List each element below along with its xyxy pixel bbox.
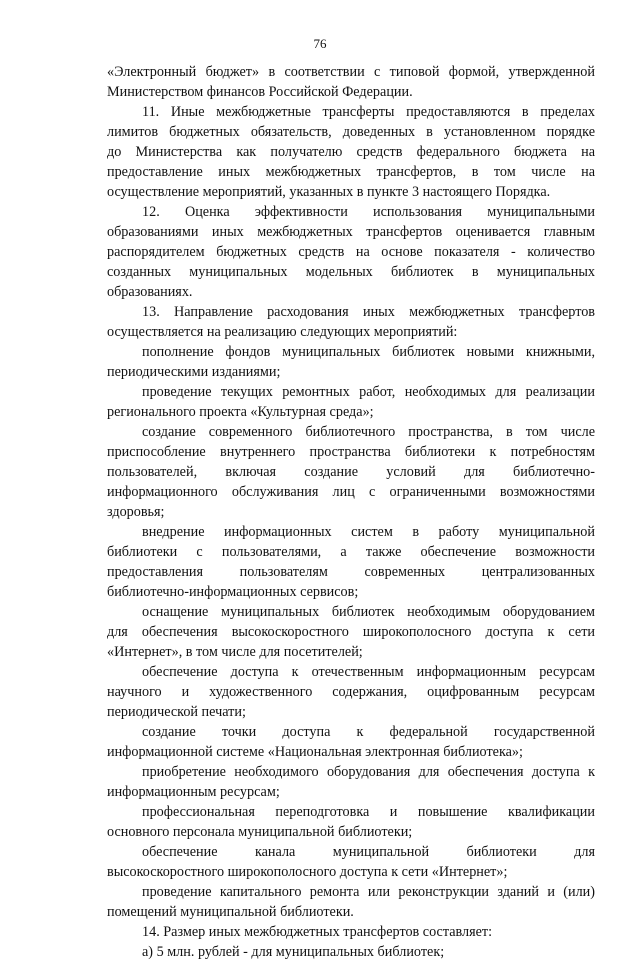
text-line: здоровья;	[107, 504, 165, 520]
text-line: проведение капитального ремонта или реконструкции зданий и (или)	[142, 884, 595, 900]
text-line: основного персонала муниципальной библиотеки;	[107, 824, 413, 840]
text-line: приспособление внутреннего пространства библиотеки к потребностям	[107, 444, 595, 460]
text-line: предоставление иных межбюджетных трансфертов, в том числе на	[107, 164, 595, 180]
paragraph	[107, 882, 595, 922]
paragraph	[107, 382, 595, 422]
paragraph	[107, 342, 595, 382]
text-line: пользователей, включая создание условий для библиотечно-	[107, 464, 595, 480]
paragraph	[107, 802, 595, 842]
text-line: проведение текущих ремонтных работ, необходимых для реализации	[142, 384, 595, 400]
text-line: образованиях.	[107, 284, 193, 300]
text-line: библиотечно-информационных сервисов;	[107, 584, 359, 600]
page-number: 76	[313, 36, 327, 51]
text-line: помещений муниципальной библиотеки.	[107, 904, 354, 920]
text-line: регионального проекта «Культурная среда»;	[107, 404, 374, 420]
paragraph	[107, 62, 595, 102]
text-line: пополнение фондов муниципальных библиотек новыми книжными,	[142, 344, 595, 360]
text-line: периодической печати;	[107, 704, 246, 720]
paragraph	[107, 942, 595, 962]
text-line: научного и художественного содержания, оцифрованным ресурсам	[107, 684, 595, 700]
text-line: периодическими изданиями;	[107, 364, 281, 380]
text-line: обеспечение доступа к отечественным информационным ресурсам	[142, 664, 595, 680]
text-line: информационной системе «Национальная электронная библиотека»;	[107, 744, 523, 760]
paragraph	[107, 202, 595, 302]
paragraph	[107, 102, 595, 202]
text-line: осуществляется на реализацию следующих мероприятий:	[107, 324, 458, 340]
paragraph	[107, 762, 595, 802]
paragraph	[107, 722, 595, 762]
text-line: 11. Иные межбюджетные трансферты предоставляются в пределах	[142, 104, 595, 120]
paragraph	[107, 302, 595, 342]
text-line: внедрение информационных систем в работу муниципальной	[142, 524, 595, 540]
paragraph	[107, 842, 595, 882]
text-line: 14. Размер иных межбюджетных трансфертов составляет:	[142, 924, 493, 940]
text-line: приобретение необходимого оборудования для обеспечения доступа к	[142, 764, 595, 780]
text-line: библиотеки с пользователями, а также обеспечение возможности	[107, 544, 595, 560]
text-line: обеспечение канала муниципальной библиотеки для	[142, 844, 595, 860]
paragraph	[107, 922, 595, 942]
paragraph	[107, 522, 595, 602]
text-line: распорядителем бюджетных средств на основе показателя - количество	[107, 244, 595, 260]
document-body	[107, 62, 595, 962]
text-line: лимитов бюджетных обязательств, доведенных в установленном порядке	[107, 124, 595, 140]
text-line: предоставления пользователям современных централизованных	[107, 564, 595, 580]
text-line: создание современного библиотечного пространства, в том числе	[142, 424, 595, 440]
paragraph	[107, 602, 595, 662]
text-line: Министерством финансов Российской Федерации.	[107, 84, 413, 100]
text-line: создание точки доступа к федеральной государственной	[142, 724, 595, 740]
text-line: оснащение муниципальных библиотек необходимым оборудованием	[142, 604, 595, 620]
text-line: до Министерства как получателю средств федерального бюджета на	[107, 144, 595, 160]
text-line: для обеспечения высокоскоростного широкополосного доступа к сети	[107, 624, 595, 640]
text-line: 12. Оценка эффективности использования муниципальными	[142, 204, 595, 220]
text-line: информационного обслуживания лиц с ограниченными возможностями	[107, 484, 595, 500]
text-line: информационным ресурсам;	[107, 784, 280, 800]
paragraph	[107, 422, 595, 522]
text-line: «Интернет», в том числе для посетителей;	[107, 644, 363, 660]
text-line: 13. Направление расходования иных межбюджетных трансфертов	[142, 304, 595, 320]
paragraph	[107, 662, 595, 722]
text-line: «Электронный бюджет» в соответствии с типовой формой, утвержденной	[107, 64, 595, 80]
text-line: образованиями иных межбюджетных трансфертов оценивается главным	[107, 224, 595, 240]
text-line: созданных муниципальных модельных библиотек в муниципальных	[107, 264, 595, 280]
text-line: высокоскоростного широкополосного доступа к сети «Интернет»;	[107, 864, 508, 880]
text-line: осуществление мероприятий, указанных в пункте 3 настоящего Порядка.	[107, 184, 551, 200]
text-line: а) 5 млн. рублей - для муниципальных библиотек;	[142, 944, 445, 960]
text-line: профессиональная переподготовка и повышение квалификации	[142, 804, 595, 820]
